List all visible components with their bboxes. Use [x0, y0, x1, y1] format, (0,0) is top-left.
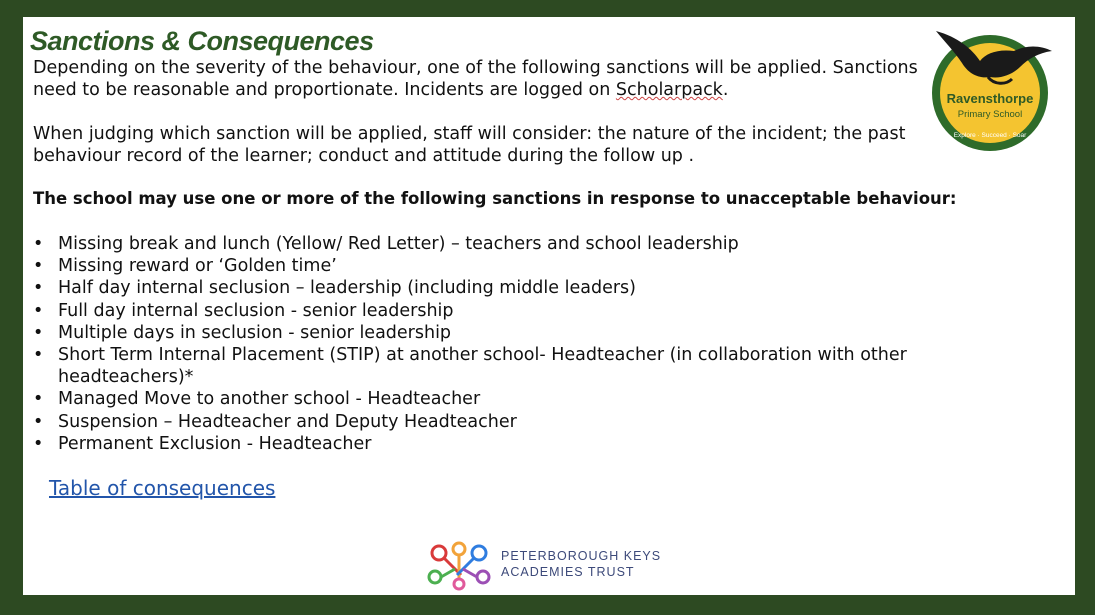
list-item-text: Managed Move to another school - Headteacher	[58, 389, 481, 410]
list-item	[33, 388, 933, 410]
logo-school-subname: Primary School	[957, 109, 1023, 120]
school-logo	[928, 23, 1058, 153]
list-item	[33, 300, 933, 322]
logo-motto: Explore · Succeed · Soar	[953, 132, 1027, 139]
list-item-text: Missing reward or ‘Golden time’	[58, 256, 337, 277]
intro-text: Depending on the severity of the behaviour, one of the following sanctions will be applied. Sanctions need to be reasonable and proportionate. Incidents are logged on	[33, 58, 918, 100]
table-of-consequences-link[interactable]: Table of consequences	[49, 476, 276, 500]
intro-text-end: .	[722, 80, 729, 100]
list-item	[33, 233, 933, 255]
list-item	[33, 255, 933, 277]
list-item	[33, 322, 933, 344]
logo-school-name: Ravensthorpe	[946, 91, 1034, 106]
scholarpack-word: Scholarpack	[615, 80, 723, 100]
bullet: •	[33, 411, 44, 432]
judging-paragraph: When judging which sanction will be applied, staff will consider: the nature of the incident; the past behaviour record of the learner; conduct and attitude during the follow up .	[33, 124, 906, 166]
list-item	[33, 411, 933, 433]
trust-logo	[425, 539, 685, 591]
intro-paragraph	[33, 57, 933, 101]
list-item-text: Permanent Exclusion - Headteacher	[58, 433, 372, 454]
list-item-text: Half day internal seclusion – leadership (including middle leaders)	[58, 278, 636, 299]
bullet: •	[33, 389, 44, 410]
list-item-text: Short Term Internal Placement (STIP) at another school- Headteacher (in collaboration with other headteachers)*	[58, 345, 907, 388]
bullet: •	[33, 345, 44, 366]
list-item-text: Full day internal seclusion - senior leadership	[58, 300, 454, 321]
list-item-text: Missing break and lunch (Yellow/ Red Letter) – teachers and school leadership	[58, 234, 739, 254]
list-item	[33, 344, 933, 388]
slide	[23, 17, 1075, 595]
trust-name-line2: ACADEMIES TRUST	[501, 565, 635, 579]
keys-icon	[425, 539, 493, 591]
sanctions-list	[33, 233, 933, 455]
bullet: •	[33, 300, 44, 321]
slide-title: Sanctions & Consequences	[30, 26, 374, 56]
bullet: •	[33, 433, 44, 454]
list-item	[33, 277, 933, 299]
bullet: •	[33, 322, 44, 343]
bullet: •	[33, 234, 44, 254]
list-item-text: Suspension – Headteacher and Deputy Headteacher	[58, 411, 517, 432]
sanctions-heading: The school may use one or more of the following sanctions in response to unacceptable behaviour:	[33, 189, 957, 208]
trust-name-line1: PETERBOROUGH KEYS	[501, 549, 662, 563]
bullet: •	[33, 256, 44, 277]
bullet: •	[33, 278, 44, 299]
list-item	[33, 433, 933, 455]
list-item-text: Multiple days in seclusion - senior leadership	[58, 322, 452, 343]
